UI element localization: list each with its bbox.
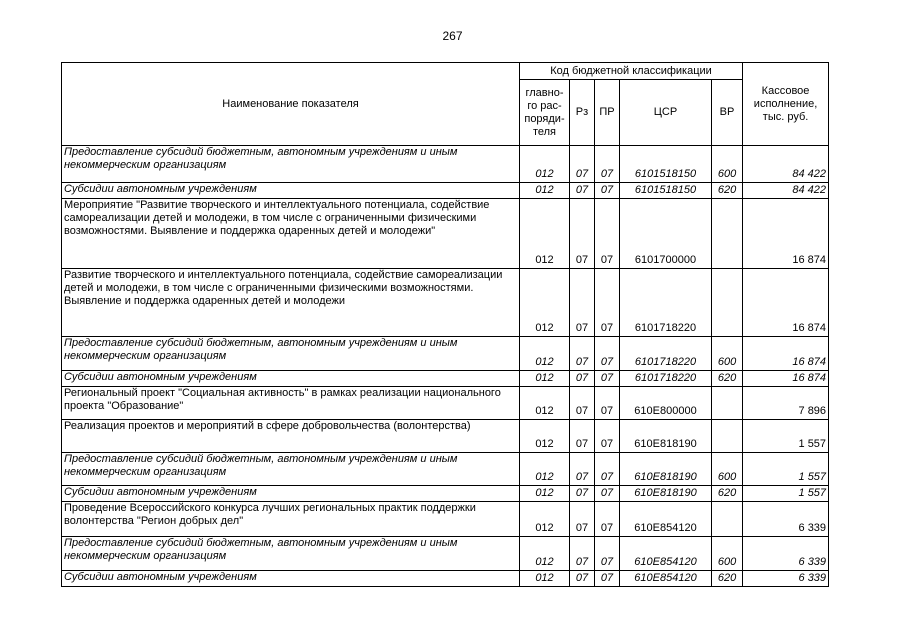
row-grbs: 012 xyxy=(520,269,570,337)
row-vr xyxy=(712,387,743,420)
table-row xyxy=(62,502,829,537)
row-pr: 07 xyxy=(595,199,620,269)
table-row xyxy=(62,486,829,502)
page-number: 267 xyxy=(442,29,463,43)
row-amount: 6 339 xyxy=(743,571,829,587)
table-row xyxy=(62,537,829,571)
table-row xyxy=(62,337,829,371)
header-grbs: главно-го рас-поряди-теля xyxy=(520,80,570,146)
table-row xyxy=(62,183,829,199)
row-vr: 620 xyxy=(712,486,743,502)
row-vr xyxy=(712,199,743,269)
row-name: Региональный проект "Социальная активность" в рамках реализации национального проекта "Образование" xyxy=(62,387,520,420)
row-rz: 07 xyxy=(570,183,595,199)
row-name: Проведение Всероссийского конкурса лучших региональных практик поддержки волонтерства "Регион добрых дел" xyxy=(62,502,520,537)
row-grbs: 012 xyxy=(520,183,570,199)
row-amount: 16 874 xyxy=(743,371,829,387)
row-amount: 16 874 xyxy=(743,199,829,269)
row-grbs: 012 xyxy=(520,146,570,183)
row-amount: 1 557 xyxy=(743,420,829,453)
row-amount: 16 874 xyxy=(743,269,829,337)
row-pr: 07 xyxy=(595,486,620,502)
row-amount: 84 422 xyxy=(743,183,829,199)
row-grbs: 012 xyxy=(520,486,570,502)
row-grbs: 012 xyxy=(520,420,570,453)
row-name: Предоставление субсидий бюджетным, автономным учреждениям и иным некоммерческим организациям xyxy=(62,337,520,371)
row-name: Предоставление субсидий бюджетным, автономным учреждениям и иным некоммерческим организациям xyxy=(62,453,520,486)
header-amount: Кассовое исполнение, тыс. руб. xyxy=(743,63,829,146)
row-rz: 07 xyxy=(570,571,595,587)
row-name: Предоставление субсидий бюджетным, автономным учреждениям и иным некоммерческим организациям xyxy=(62,537,520,571)
row-pr: 07 xyxy=(595,146,620,183)
row-grbs: 012 xyxy=(520,371,570,387)
row-pr: 07 xyxy=(595,453,620,486)
row-rz: 07 xyxy=(570,337,595,371)
header-name: Наименование показателя xyxy=(62,63,520,146)
budget-table xyxy=(61,62,829,587)
table-row xyxy=(62,571,829,587)
row-grbs: 012 xyxy=(520,571,570,587)
row-amount: 16 874 xyxy=(743,337,829,371)
row-grbs: 012 xyxy=(520,199,570,269)
row-name: Мероприятие "Развитие творческого и интеллектуального потенциала, содействие самореализации детей и молодежи, в том числе с ограниченными физическими возможностями. Выявление и поддержка одаренных детей и молодежи" xyxy=(62,199,520,269)
table-body xyxy=(62,146,829,587)
table-row xyxy=(62,371,829,387)
row-amount: 7 896 xyxy=(743,387,829,420)
row-csr: 610E854120 xyxy=(620,571,712,587)
row-pr: 07 xyxy=(595,537,620,571)
header-rz: Рз xyxy=(570,80,595,146)
row-vr xyxy=(712,502,743,537)
row-pr: 07 xyxy=(595,571,620,587)
header-vr: ВР xyxy=(712,80,743,146)
row-pr: 07 xyxy=(595,420,620,453)
row-vr xyxy=(712,269,743,337)
row-vr: 600 xyxy=(712,537,743,571)
row-pr: 07 xyxy=(595,269,620,337)
table-row xyxy=(62,420,829,453)
row-rz: 07 xyxy=(570,371,595,387)
row-name: Развитие творческого и интеллектуального потенциала, содействие самореализации детей и молодежи, в том числе с ограниченными физическими возможностями. Выявление и поддержка одаренных детей и молодежи xyxy=(62,269,520,337)
row-name: Субсидии автономным учреждениям xyxy=(62,486,520,502)
row-vr: 620 xyxy=(712,183,743,199)
header-classification-group: Код бюджетной классификации xyxy=(520,63,743,80)
row-csr: 6101518150 xyxy=(620,146,712,183)
row-amount: 84 422 xyxy=(743,146,829,183)
row-csr: 6101700000 xyxy=(620,199,712,269)
row-vr: 600 xyxy=(712,337,743,371)
row-vr: 620 xyxy=(712,571,743,587)
row-rz: 07 xyxy=(570,453,595,486)
row-rz: 07 xyxy=(570,537,595,571)
row-csr: 610E818190 xyxy=(620,453,712,486)
table-row xyxy=(62,269,829,337)
row-csr: 6101718220 xyxy=(620,269,712,337)
row-name: Субсидии автономным учреждениям xyxy=(62,183,520,199)
row-rz: 07 xyxy=(570,387,595,420)
row-amount: 6 339 xyxy=(743,502,829,537)
row-rz: 07 xyxy=(570,199,595,269)
row-grbs: 012 xyxy=(520,537,570,571)
row-csr: 6101718220 xyxy=(620,371,712,387)
row-vr: 600 xyxy=(712,453,743,486)
row-rz: 07 xyxy=(570,486,595,502)
row-csr: 610E854120 xyxy=(620,502,712,537)
header-csr: ЦСР xyxy=(620,80,712,146)
row-rz: 07 xyxy=(570,269,595,337)
row-rz: 07 xyxy=(570,420,595,453)
header-pr: ПР xyxy=(595,80,620,146)
row-rz: 07 xyxy=(570,146,595,183)
row-grbs: 012 xyxy=(520,387,570,420)
row-grbs: 012 xyxy=(520,502,570,537)
row-csr: 610E854120 xyxy=(620,537,712,571)
row-rz: 07 xyxy=(570,502,595,537)
table-row xyxy=(62,199,829,269)
row-csr: 610E818190 xyxy=(620,420,712,453)
row-csr: 610E800000 xyxy=(620,387,712,420)
table-row xyxy=(62,453,829,486)
row-grbs: 012 xyxy=(520,337,570,371)
row-csr: 6101518150 xyxy=(620,183,712,199)
row-name: Реализация проектов и мероприятий в сфере добровольчества (волонтерства) xyxy=(62,420,520,453)
row-grbs: 012 xyxy=(520,453,570,486)
row-pr: 07 xyxy=(595,337,620,371)
table-row xyxy=(62,387,829,420)
row-name: Предоставление субсидий бюджетным, автономным учреждениям и иным некоммерческим организациям xyxy=(62,146,520,183)
row-pr: 07 xyxy=(595,183,620,199)
row-csr: 6101718220 xyxy=(620,337,712,371)
row-vr xyxy=(712,420,743,453)
row-pr: 07 xyxy=(595,371,620,387)
row-vr: 600 xyxy=(712,146,743,183)
row-name: Субсидии автономным учреждениям xyxy=(62,571,520,587)
row-pr: 07 xyxy=(595,502,620,537)
row-amount: 1 557 xyxy=(743,453,829,486)
table-row xyxy=(62,146,829,183)
row-pr: 07 xyxy=(595,387,620,420)
row-amount: 6 339 xyxy=(743,537,829,571)
row-amount: 1 557 xyxy=(743,486,829,502)
row-name: Субсидии автономным учреждениям xyxy=(62,371,520,387)
row-csr: 610E818190 xyxy=(620,486,712,502)
row-vr: 620 xyxy=(712,371,743,387)
